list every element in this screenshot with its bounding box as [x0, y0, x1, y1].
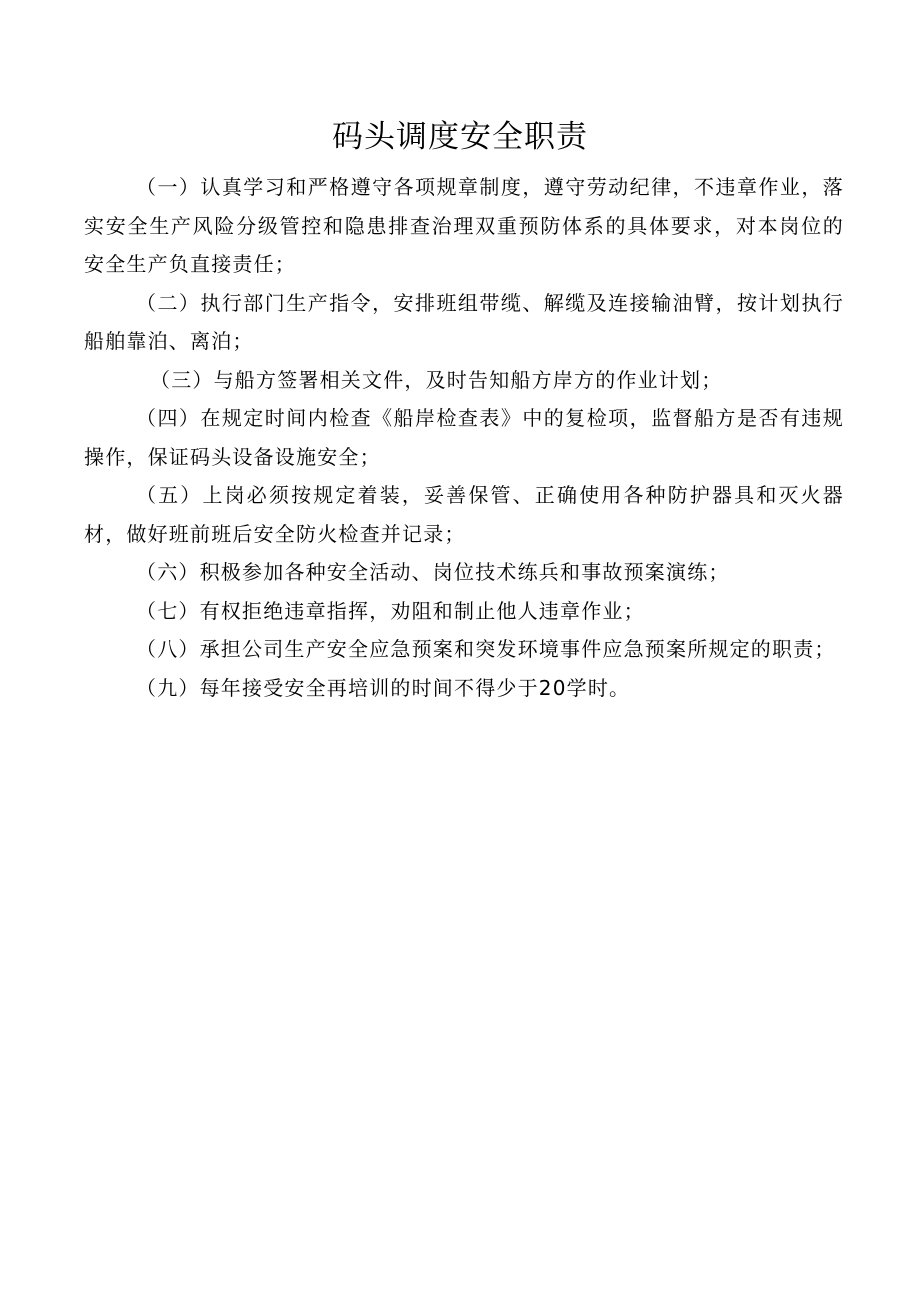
clause-3: （三）与船方签署相关文件，及时告知船方岸方的作业计划； [150, 367, 723, 392]
clause-4: （四）在规定时间内检查《船岸检查表》中的复检项，监督船方是否有违规操作，保证码头设备设施安全； [84, 406, 844, 469]
document-title: 码头调度安全职责 [332, 119, 588, 155]
clause-5: （五）上岗必须按规定着装，妥善保管、正确使用各种防护器具和灭火器材，做好班前班后安全防火检查并记录； [84, 483, 844, 546]
document-body [84, 168, 844, 707]
clause-1: （一）认真学习和严格遵守各项规章制度，遵守劳动纪律，不违章作业，落实安全生产风险分级管控和隐患排查治理双重预防体系的具体要求，对本岗位的安全生产负直接责任； [84, 175, 844, 276]
clause-2: （二）执行部门生产指令，安排班组带缆、解缆及连接输油臂，按计划执行船舶靠泊、离泊； [84, 290, 844, 353]
clause-6: （六）积极参加各种安全活动、岗位技术练兵和事故预案演练； [136, 560, 730, 584]
clause-8: （八）承担公司生产安全应急预案和突发环境事件应急预案所规定的职责； [136, 637, 836, 661]
clause-7: （七）有权拒绝违章指挥，劝阻和制止他人违章作业； [136, 598, 645, 623]
clause-9: （九）每年接受安全再培训的时间不得少于20学时。 [136, 675, 631, 700]
